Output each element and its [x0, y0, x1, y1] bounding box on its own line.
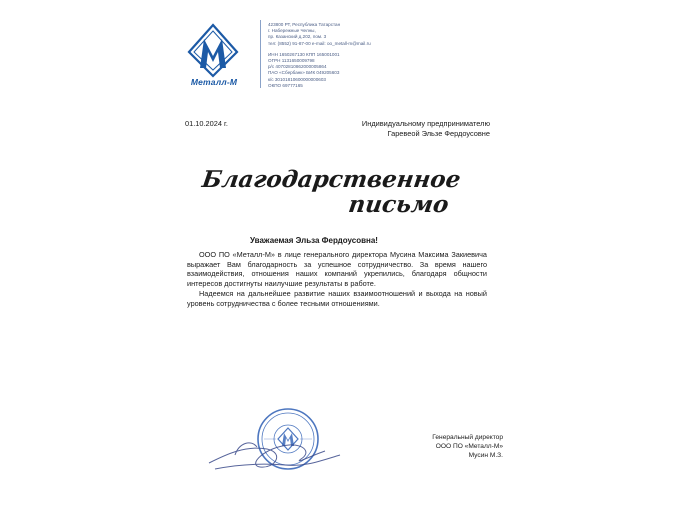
recipient-block	[340, 119, 490, 138]
body-paragraph: Надеемся на дальнейшее развитие наших взаимоотношений и выхода на новый уровень сотрудничества с более тесными отношениями.	[187, 288, 487, 308]
requisite-line: ОКПО 69777165	[268, 82, 303, 88]
recipient-line: Индивидуальному предпринимателю	[361, 119, 490, 128]
requisite-line: ИНН 1650267130 КПП 165001001	[268, 51, 340, 57]
requisite-line: ПАО «Сбербанк» БИК 049205603	[268, 70, 340, 76]
signer-company: ООО ПО «Металл-М»	[435, 443, 503, 451]
company-contacts	[268, 22, 468, 89]
phone-email-line: тел: (8552) 91-87-00 e-mail: oo_metall-m@mail.ru	[268, 40, 371, 46]
requisite-line: к/с 30101810600000000603	[268, 76, 326, 82]
body-paragraph: ООО ПО «Металл-М» в лице генерального директора Мусина Максима Закиевича выражает Вам благодарность за успешное сотрудничество. За время нашего взаимодействия, отношения наших компаний укрепились, благодаря общности интересов достигнуты наилучшие результаты в работе.	[187, 250, 487, 289]
signer-position: Генеральный директор	[432, 434, 503, 441]
address-line: 423800 РТ, Республика Татарстан	[268, 22, 341, 27]
recipient-line: Гаревеой Эльзе Фердоусовне	[387, 128, 490, 138]
greeting: Уважаемая Эльза Фердоусовна!	[250, 236, 378, 245]
address-line: пр. Казанский д.202, пом. 3	[268, 34, 327, 40]
requisite-line: ОГРН 1131650009798	[268, 58, 315, 64]
header-divider	[260, 20, 261, 88]
title-line-1: Благодарственное	[200, 166, 463, 193]
company-logo-text: Металл-М	[190, 77, 238, 87]
letter-title	[195, 160, 463, 218]
signer-name: Мусин М.З.	[468, 452, 503, 460]
letter-date: 01.10.2024 г.	[185, 119, 228, 128]
address-line: г. Набережные Челны,	[268, 28, 316, 34]
title-line-2: письмо	[346, 191, 451, 218]
letter-body	[187, 250, 487, 308]
signature	[205, 425, 345, 480]
signer-block	[373, 433, 503, 461]
requisite-line: р/с 40702810862000005864	[268, 64, 327, 70]
